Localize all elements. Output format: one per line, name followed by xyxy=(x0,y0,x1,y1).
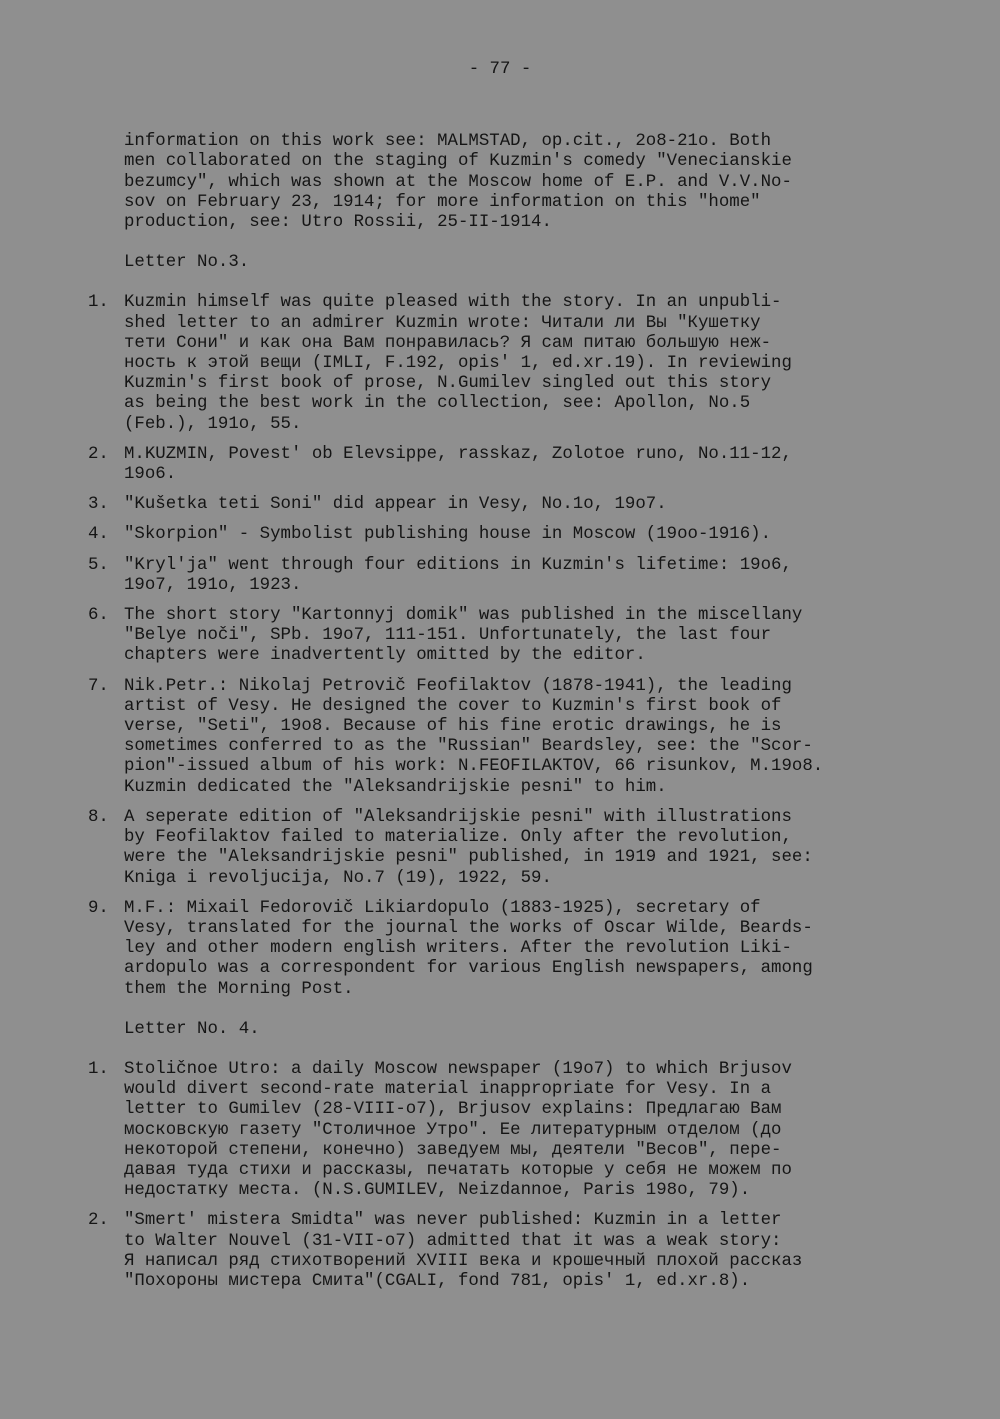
text-line: The short story "Kartonnyj domik" was published in the miscellany xyxy=(124,606,803,626)
text-line: as being the best work in the collection, see: Apollon, No.5 xyxy=(124,394,751,414)
footnote xyxy=(88,676,930,798)
text-line: letter to Gumilev (28-VIII-o7), Brjusov explains: Предлагаю Вам xyxy=(124,1100,782,1120)
text-line: Kuzmin himself was quite pleased with the story. In an unpubli- xyxy=(124,293,782,313)
text-line: "Smert' mistera Smidta" was never published: Kuzmin in a letter xyxy=(124,1211,782,1231)
text-line: ardopulo was a correspondent for various English newspapers, among xyxy=(124,959,813,979)
text-line: sov on February 23, 1914; for more information on this "home" xyxy=(124,192,761,212)
footnote xyxy=(88,555,930,596)
footnote-number: 1. xyxy=(88,293,109,313)
text-line: sometimes conferred to as the "Russian" Beardsley, see: the "Scor- xyxy=(124,737,813,757)
text-line: давая туда стихи и рассказы, печатать которые у себя не можем по xyxy=(124,1160,792,1180)
footnote xyxy=(88,1059,930,1201)
text-line: M.KUZMIN, Povest' ob Elevsippe, rasskaz, Zolotoe runo, No.11-12, xyxy=(124,444,792,464)
text-line: Я написал ряд стихотворений XVIII века и крошечный плохой рассказ xyxy=(124,1251,803,1271)
letter-heading: Letter No. 4. xyxy=(124,1019,260,1039)
text-line: to Walter Nouvel (31-VII-o7) admitted that it was a weak story: xyxy=(124,1231,782,1251)
footnote-number: 5. xyxy=(88,555,109,575)
footnote xyxy=(88,525,930,545)
footnote-number: 6. xyxy=(88,606,109,626)
footnote xyxy=(88,444,930,485)
footnote-number: 8. xyxy=(88,807,109,827)
text-line: Vesy, translated for the journal the works of Oscar Wilde, Beards- xyxy=(124,918,813,938)
text-line: men collaborated on the staging of Kuzmin's comedy "Venecianskie xyxy=(124,152,792,172)
footnote-number: 9. xyxy=(88,898,109,918)
text-line: them the Morning Post. xyxy=(124,979,354,999)
footnote xyxy=(88,606,930,667)
text-line: bezumcy", which was shown at the Moscow home of E.P. and V.V.No- xyxy=(124,172,792,192)
text-line: ley and other modern english writers. After the revolution Liki- xyxy=(124,939,792,959)
text-line: тети Сони" и как она Вам понравилась? Я сам питаю большую неж- xyxy=(124,333,772,353)
text-line: were the "Aleksandrijskie pesni" published, in 1919 and 1921, see: xyxy=(124,848,813,868)
text-line: Kniga i revoljucija, No.7 (19), 1922, 59. xyxy=(124,868,552,888)
text-line: "Kryl'ja" went through four editions in Kuzmin's lifetime: 19o6, xyxy=(124,555,792,575)
text-line: Nik.Petr.: Nikolaj Petrovič Feofilaktov (1878-1941), the leading xyxy=(124,676,792,696)
footnote xyxy=(88,807,930,889)
text-line: artist of Vesy. He designed the cover to Kuzmin's first book of xyxy=(124,696,782,716)
text-line: московскую газету "Столичное Утро". Ее литературным отделом (до xyxy=(124,1120,782,1140)
notes-list xyxy=(88,1059,930,1292)
page-number: - 77 - xyxy=(468,60,532,79)
text-line: A seperate edition of "Aleksandrijskie pesni" with illustrations xyxy=(124,807,792,827)
footnote-number: 7. xyxy=(88,676,109,696)
intro-paragraph xyxy=(124,132,930,233)
text-line: ность к этой вещи (IMLI, F.192, opis' 1, ed.xr.19). In reviewing xyxy=(124,354,792,374)
text-line: некоторой степени, конечно) заведуем мы, деятели "Весов", пере- xyxy=(124,1140,782,1160)
footnote-number: 1. xyxy=(88,1059,109,1079)
footnote xyxy=(88,293,930,434)
footnote xyxy=(88,1211,930,1292)
text-line: verse, "Seti", 19o8. Because of his fine erotic drawings, he is xyxy=(124,717,782,737)
text-line: production, see: Utro Rossii, 25-II-1914. xyxy=(124,213,552,233)
text-line: "Skorpion" - Symbolist publishing house in Moscow (19oo-1916). xyxy=(124,525,772,545)
text-line: would divert second-rate material inappropriate for Vesy. In a xyxy=(124,1080,772,1100)
text-line: "Kušetka teti Soni" did appear in Vesy, No.1o, 19o7. xyxy=(124,495,667,515)
text-line: "Belye noči", SPb. 19o7, 111-151. Unfortunately, the last four xyxy=(124,626,772,646)
text-line: information on this work see: MALMSTAD, op.cit., 2o8-21o. Both xyxy=(124,132,772,152)
text-line: 19o7, 191o, 1923. xyxy=(124,575,302,595)
text-line: by Feofilaktov failed to materialize. Only after the revolution, xyxy=(124,828,792,848)
text-line: pion"-issued album of his work: N.FEOFILAKTOV, 66 risunkov, M.19o8. xyxy=(124,757,824,777)
notes-list xyxy=(88,293,930,999)
footnote-number: 2. xyxy=(88,444,109,464)
footnote-number: 2. xyxy=(88,1211,109,1231)
footnote xyxy=(88,495,930,515)
text-line: "Похороны мистера Смита"(CGALI, fond 781, opis' 1, ed.xr.8). xyxy=(124,1271,751,1291)
letter-heading: Letter No.3. xyxy=(124,253,250,273)
text-line: shed letter to an admirer Kuzmin wrote: Читали ли Вы "Кушетку xyxy=(124,313,761,333)
letters-section xyxy=(88,253,930,1292)
text-line: (Feb.), 191o, 55. xyxy=(124,414,302,434)
footnote-number: 4. xyxy=(88,525,109,545)
text-line: 19o6. xyxy=(124,465,177,485)
footnote-number: 3. xyxy=(88,495,109,515)
text-line: chapters were inadvertently omitted by the editor. xyxy=(124,646,646,666)
footnote xyxy=(88,898,930,1000)
text-line: Stoličnoe Utro: a daily Moscow newspaper (19o7) to which Brjusov xyxy=(124,1059,792,1079)
text-line: Kuzmin's first book of prose, N.Gumilev singled out this story xyxy=(124,374,772,394)
text-line: Kuzmin dedicated the "Aleksandrijskie pesni" to him. xyxy=(124,777,667,797)
text-line: недостатку места. (N.S.GUMILEV, Neizdannoe, Paris 198o, 79). xyxy=(124,1181,751,1201)
text-line: M.F.: Mixail Fedorovič Likiardopulo (1883-1925), secretary of xyxy=(124,898,761,918)
